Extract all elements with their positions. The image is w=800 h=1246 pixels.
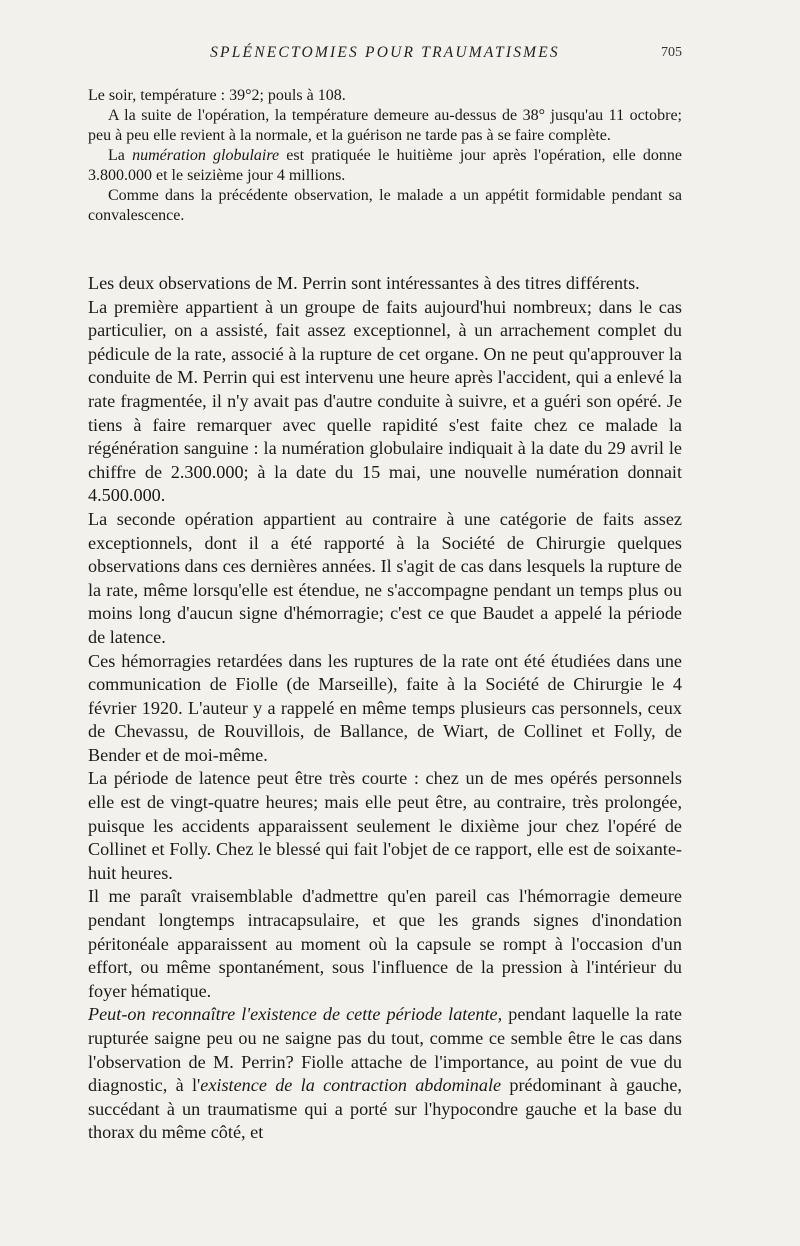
page-number: 705 — [661, 45, 682, 60]
body-paragraph: Les deux observations de M. Perrin sont intéressantes à des titres différents. — [88, 273, 640, 293]
note-paragraph: A la suite de l'opération, la température demeure au-dessus de 38° jusqu'au 11 octobre; peu à peu elle revient à la normale, et la guérison ne tarde pas à se faire complète. — [88, 107, 682, 144]
body-text-span: pendant laquelle la rate rupturée saigne peu ou ne saigne pas du tout, comme ce semble être le cas dans l'observation de M. Perrin? Fiolle attache de l'importance, au point de vue du diagnostic, à l' — [88, 1004, 682, 1096]
body-paragraph: La seconde opération appartient au contraire à une catégorie de faits assez exceptionnels, dont il a été rapporté à la Société de Chirurgie quelques observations dans ces dernières années. Il s'agit de cas dans lesquels la rupture de la rate, même lorsqu'elle est étendue, ne s'accompagne pendant un temps plus ou moins long d'aucun signe d'hémorragie; c'est ce que Baudet a appelé la période de latence. — [88, 508, 682, 647]
italic-phrase: Peut-on reconnaître l'existence de cette période latente, — [88, 1004, 503, 1025]
observation-notes — [88, 86, 682, 226]
body-paragraph: Ces hémorragies retardées dans les ruptures de la rate ont été étudiées dans une communication de Fiolle (de Marseille), faite à la Société de Chirurgie le 4 février 1920. L'auteur y a rappelé en même temps plusieurs cas personnels, ceux de Chevassu, de Rouvillois, de Ballance, de Wiart, de Collinet et Folly, de Bender et de moi-même. — [88, 650, 682, 765]
body-paragraph: La première appartient à un groupe de faits aujourd'hui nombreux; dans le cas particulier, on a assisté, fait assez exceptionnel, à un arrachement complet du pédicule de la rate, associé à la rupture de cet organe. On ne peut qu'approuver la conduite de M. Perrin qui est intervenu une heure après l'accident, qui a enlevé la rate fragmentée, il n'y avait pas d'autre conduite à suivre, et a guéri son opéré. Je tiens à faire remarquer avec quelle rapidité s'est faite chez ce malade la régénération sanguine : la numération globulaire indiquait à la date du 29 avril le chiffre de 2.300.000; à la date du 15 mai, une nouvelle numération donnait 4.500.000. — [88, 296, 682, 506]
note-suffix: est pratiquée le huitième jour après l'opération, elle donne 3.800.000 et le seizième jour 4 millions. — [88, 147, 683, 184]
running-head — [88, 44, 682, 66]
note-italic-term: numération globulaire — [132, 147, 280, 164]
note-prefix: La — [108, 147, 133, 164]
note-paragraph — [88, 146, 682, 186]
body-paragraph: Il me paraît vraisemblable d'admettre qu'en pareil cas l'hémorragie demeure pendant longtemps intracapsulaire, et que les grands signes d'inondation péritonéale apparaissent au moment où la capsule se rompt à l'occasion d'un effort, ou même spontanément, sous l'influence de la pression à l'intérieur du foyer hématique. — [88, 886, 682, 1001]
note-paragraph: Comme dans la précédente observation, le malade a un appétit formidable pendant sa convalescence. — [88, 187, 682, 224]
body-text-span: prédominant à gauche, succédant à un traumatisme qui a porté sur l'hypocondre gauche et la base du thorax du même côté, et — [88, 1075, 682, 1143]
note-paragraph: Le soir, température : 39°2; pouls à 108. — [88, 87, 346, 104]
italic-phrase: existence de la contraction abdominale — [200, 1075, 502, 1096]
running-title: SPLÉNECTOMIES POUR TRAUMATISMES — [210, 44, 560, 61]
main-text — [88, 272, 682, 1145]
body-paragraph: La période de latence peut être très courte : chez un de mes opérés personnels elle est de vingt-quatre heures; mais elle peut être, au contraire, très prolongée, puisque les accidents apparaissent seulement le dixième jour chez l'opéré de Collinet et Folly. Chez le blessé qui fait l'objet de ce rapport, elle est de soixante-huit heures. — [88, 768, 682, 883]
body-paragraph — [88, 1003, 682, 1145]
